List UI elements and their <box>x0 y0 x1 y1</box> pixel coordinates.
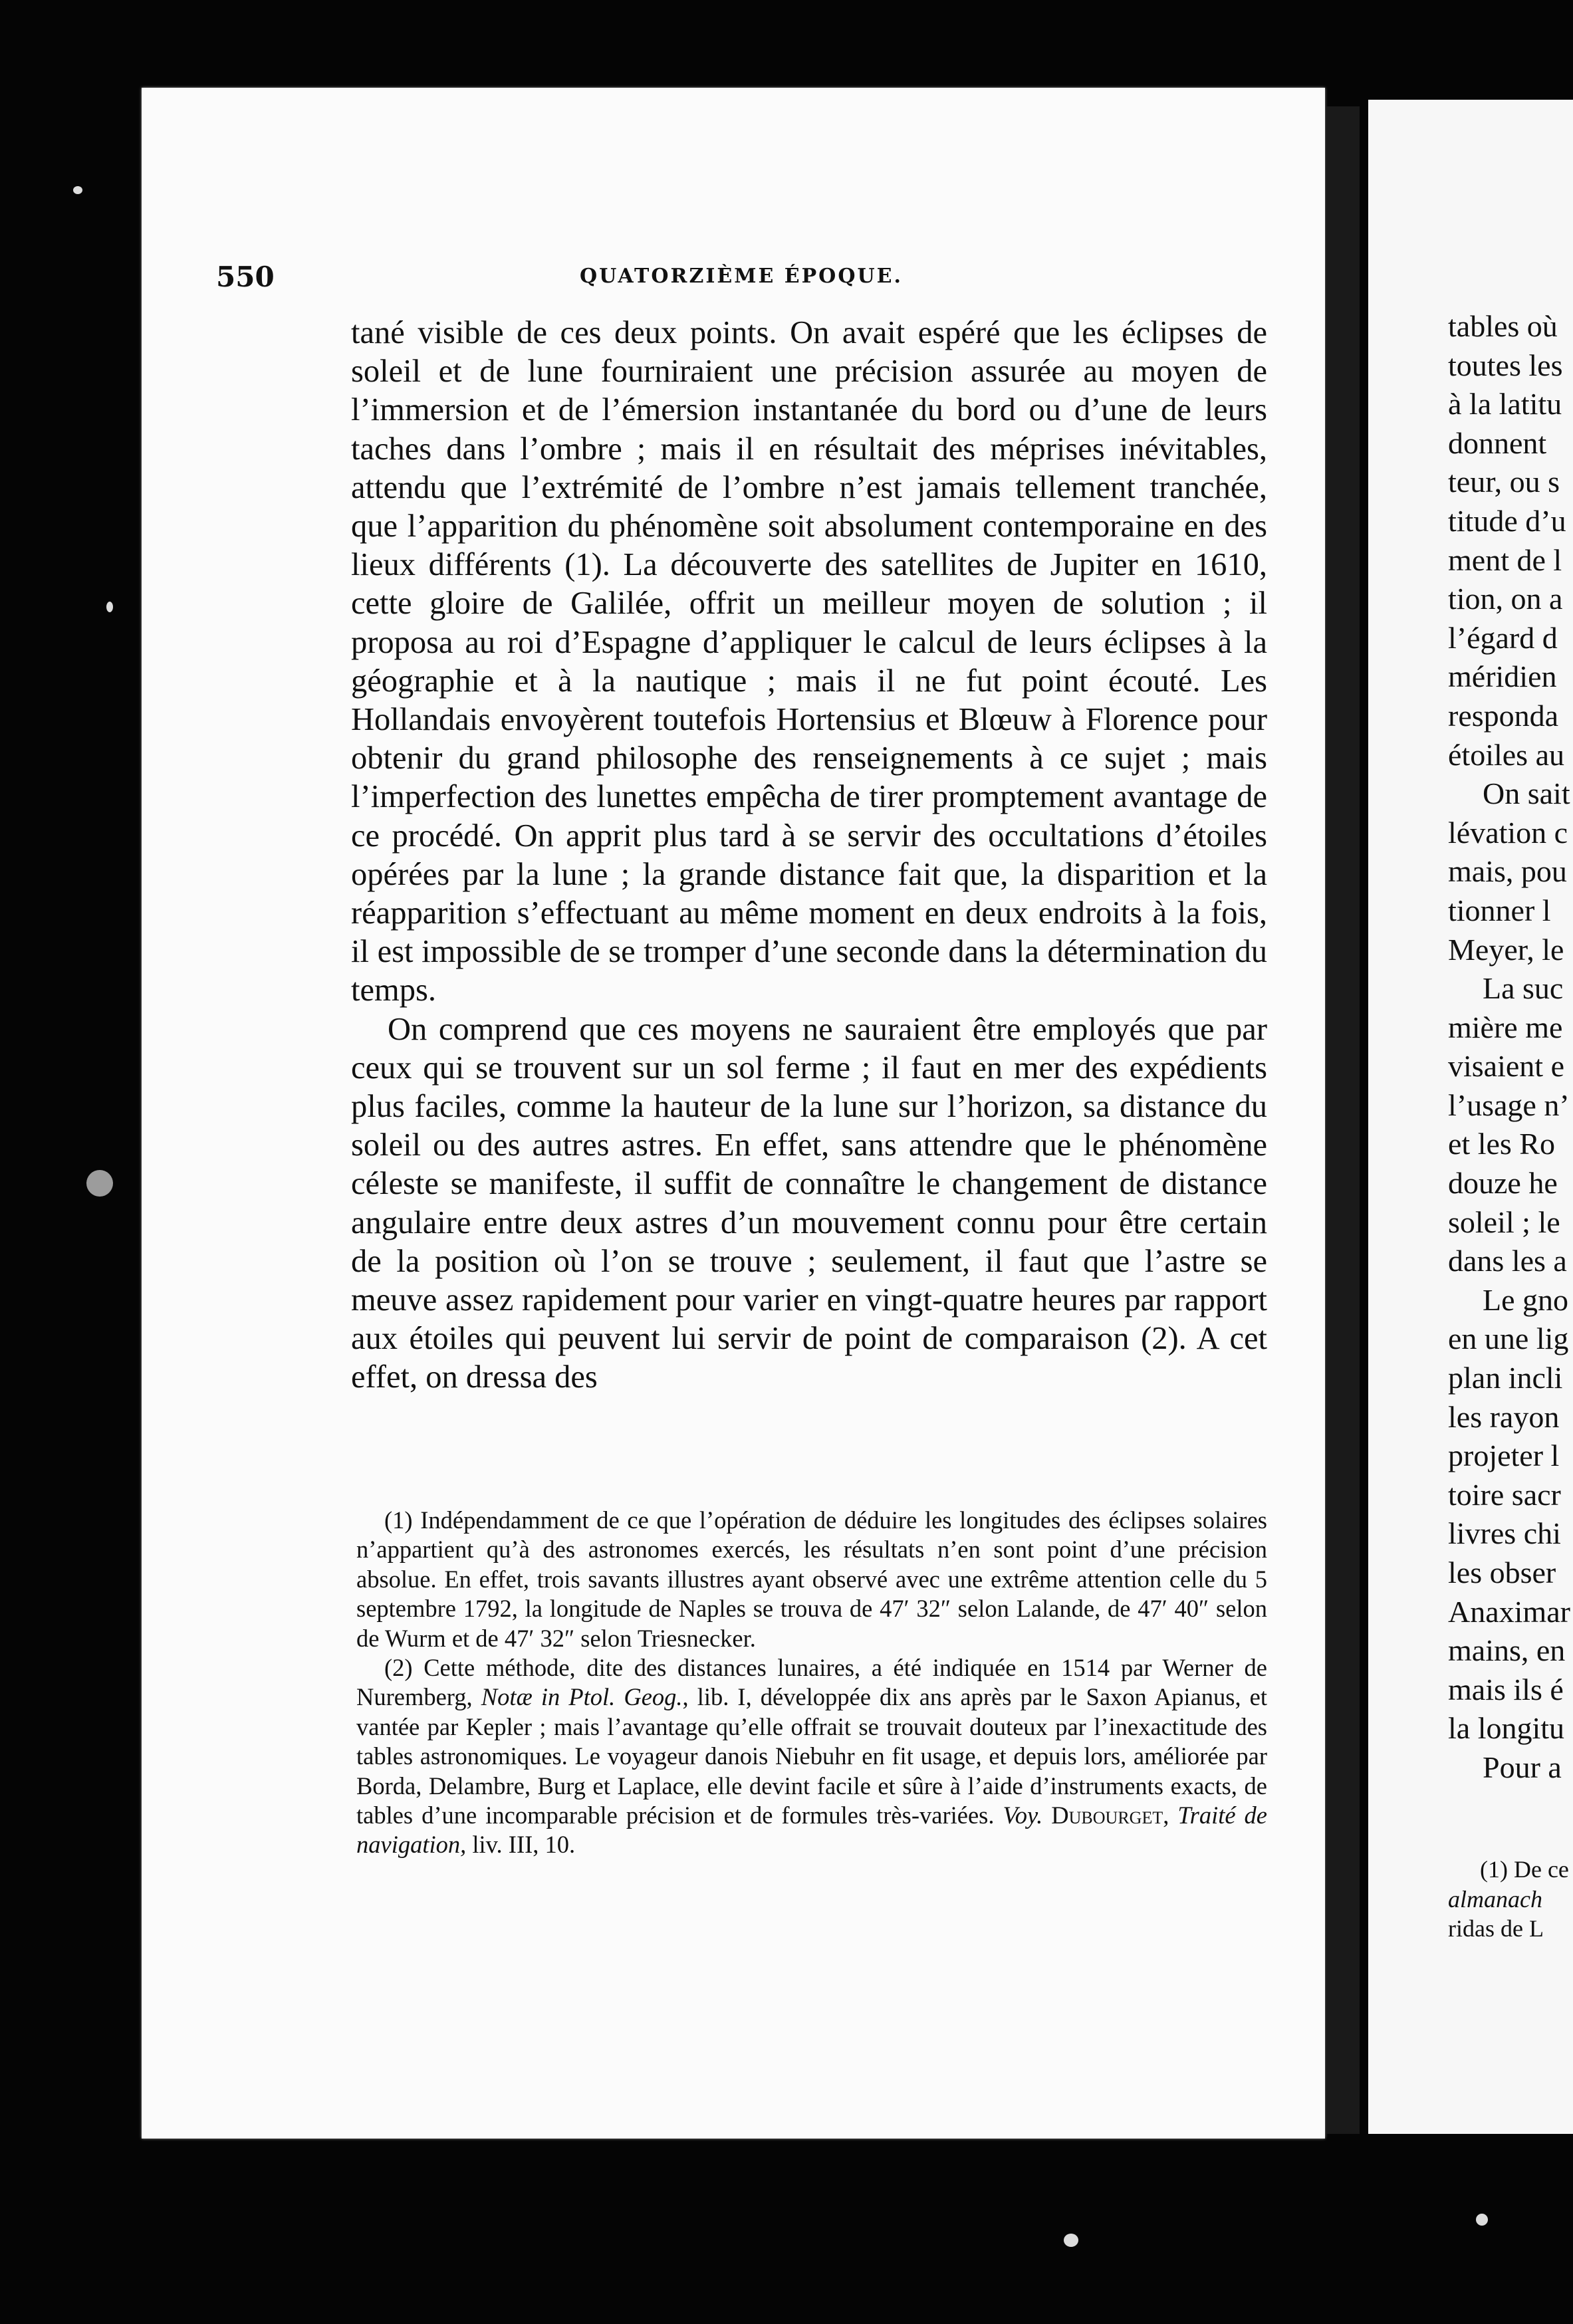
right-line: l’égard d <box>1448 620 1558 655</box>
right-line: mais, pou <box>1448 854 1567 889</box>
right-line: tables où <box>1448 309 1558 343</box>
right-line: visaient e <box>1448 1049 1564 1084</box>
right-line: mière me <box>1448 1010 1563 1044</box>
footnote-2 <box>356 1653 1267 1860</box>
footnote-1: (1) Indépendamment de ce que l’opération de déduire les longitudes des éclipses solaires n’appartient qu’à des astronomes exercés, les résultats n’en sont point d’une précision absolue. En effet, trois savants illustres ayant observé avec une extrême attention celle du 5 septembre 1792, la longitude de Naples se trouva de 47′ 32″ selon Lalande, de 47′ 40″ selon de Wurm et de 47′ 32″ selon Triesnecker. <box>356 1506 1267 1652</box>
page-header <box>216 261 1267 294</box>
right-line: toire sacr <box>1448 1477 1561 1512</box>
right-line: à la latitu <box>1448 387 1562 421</box>
right-line: tion, on a <box>1448 582 1563 616</box>
right-line: livres chi <box>1448 1516 1561 1551</box>
right-line: responda <box>1448 698 1559 733</box>
right-line: donnent <box>1448 425 1547 460</box>
right-line: titude d’u <box>1448 503 1566 538</box>
right-footnote-line: almanach <box>1448 1885 1542 1913</box>
right-line: teur, ou s <box>1448 465 1560 499</box>
right-footnote-line: ridas de L <box>1448 1915 1544 1942</box>
right-line: méridien <box>1448 659 1557 694</box>
right-line: la longitu <box>1448 1711 1565 1746</box>
right-line: l’usage n’ <box>1448 1088 1570 1122</box>
right-line: On sait <box>1483 776 1570 811</box>
right-page-footnote <box>1448 1855 1573 1944</box>
paragraph: On comprend que ces moyens ne sauraient être employés que par ceux qui se trouvent sur un sol ferme ; il faut en mer des expédients plus faciles, comme la hauteur de la lune sur l’horizon, sa distance du soleil ou des autres astres. En effet, sans attendre que le phénomène céleste se manifeste, il suffit de connaître le changement de distance angulaire entre deux astres d’un mouvement connu pour être certain de la position où l’on se trouve ; seulement, il faut que l’astre se meuve assez rapidement pour varier en vingt-quatre heures par rapport aux étoiles qui peuvent lui servir de point de comparaison (2). A cet effet, on dressa des <box>351 1011 1267 1395</box>
right-line: les obser <box>1448 1556 1556 1589</box>
paragraph: tané visible de ces deux points. On avait espéré que les éclipses de soleil et de lune fourniraient une précision assurée au moyen de l’immersion et de l’émersion instantanée du bord ou d’une de leurs taches dans l’ombre ; mais il en résultait des méprises inévitables, attendu que l’extrémité de l’ombre n’est jamais tellement tranchée, que l’apparition du phénomène soit absolument contemporaine en des lieux différents (1). La découverte des satellites de Jupiter en 1610, cette gloire de Galilée, offrit un meilleur moyen de solution ; il proposa au roi d’Espagne d’appliquer le calcul de leurs éclipses à la géographie et à la nautique ; mais il ne fut point écouté. Les Hollandais envoyèrent toutefois Hortensius et Blœuw à Florence pour obtenir du grand philosophe des renseignements à ce sujet ; mais l’imperfection des lunettes empêcha de tirer promptement avantage de ce procédé. On apprit plus tard à se servir des occultations d’étoiles opérées par la lune ; la grande distance fait que, la disparition et la réapparition s’effectuant au même moment en deux endroits à la fois, il est impossible de se tromper d’une seconde dans la détermination du temps. <box>351 315 1267 1008</box>
right-line: ment de l <box>1448 542 1562 577</box>
right-line: La suc <box>1483 971 1564 1006</box>
right-line: Meyer, le <box>1448 932 1564 967</box>
right-line: dans les a <box>1448 1244 1567 1278</box>
right-line: Le gno <box>1483 1282 1569 1317</box>
right-line: lévation c <box>1448 815 1568 850</box>
right-line: les rayon <box>1448 1399 1560 1434</box>
main-text <box>351 314 1267 1397</box>
right-page-text <box>1448 307 1573 1788</box>
right-line: Anaximar <box>1448 1594 1570 1629</box>
footnote-2-author: Dubourget, <box>1051 1801 1169 1829</box>
right-line: et les Ro <box>1448 1127 1555 1161</box>
footnote-2-text: (2) Cette méthode, dite des distances lunaires, a été indiquée en 1514 par Werner de Nuremberg, <box>356 1654 1267 1711</box>
right-line: en une lig <box>1448 1322 1569 1356</box>
footnote-2-text: , lib. I, développée dix ans après par le Saxon Apianus, et vantée par Kepler ; mais l’avantage qu’elle offrait se trouvait douteux par l’inexactitude des tables astronomiques. Le voyageur danois Niebuhr en fit usage, et depuis lors, améliorée par Borda, Delambre, Burg et Laplace, elle devint facile et sûre à l’aide d’instruments exacts, de tables d’une incomparable précision et de formules très-variées. <box>356 1683 1268 1829</box>
dust-speck <box>73 186 82 194</box>
book-gutter <box>1326 106 1360 2134</box>
dust-speck <box>106 602 113 612</box>
footnote-2-text: liv. III, 10. <box>472 1831 576 1859</box>
footnote-2-voy: Voy. <box>1003 1801 1043 1829</box>
dust-speck <box>1476 2214 1488 2226</box>
right-line: Pour a <box>1483 1750 1562 1784</box>
right-line: étoiles au <box>1448 737 1564 772</box>
right-line: douze he <box>1448 1166 1558 1201</box>
right-line: soleil ; le <box>1448 1205 1560 1239</box>
footnotes <box>356 1506 1267 1860</box>
right-line: toutes les <box>1448 348 1563 382</box>
running-title: QUATORZIÈME ÉPOQUE. <box>580 265 903 288</box>
right-line: plan incli <box>1448 1361 1563 1395</box>
right-line: mais ils é <box>1448 1672 1564 1706</box>
footnote-2-citation: Notæ in Ptol. Geog. <box>481 1683 683 1711</box>
footnote-2-work-title: Traité de navigation, <box>356 1801 1268 1859</box>
right-footnote-line: (1) De ce <box>1480 1856 1569 1883</box>
right-line: projeter l <box>1448 1439 1560 1473</box>
right-line: tionner l <box>1448 893 1551 927</box>
page-number: 550 <box>216 261 275 293</box>
dust-speck <box>86 1170 113 1197</box>
dust-speck <box>1064 2234 1078 2247</box>
right-line: mains, en <box>1448 1633 1566 1668</box>
